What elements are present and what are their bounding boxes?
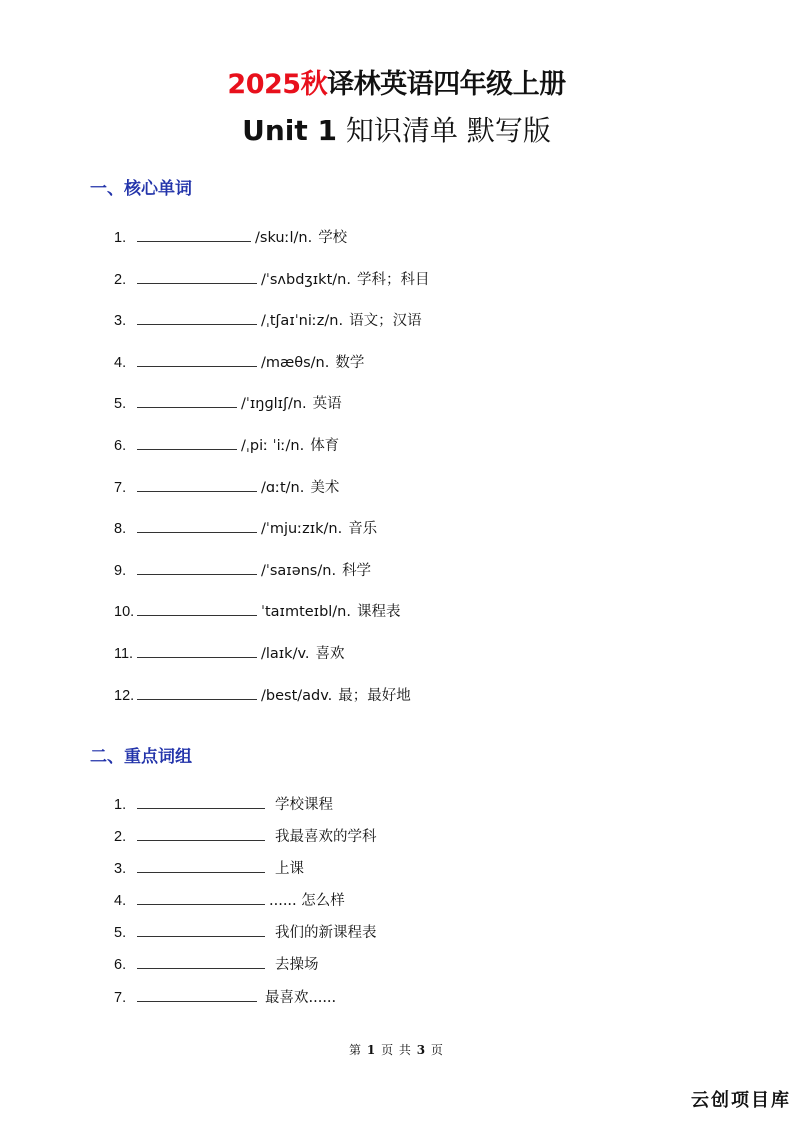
item-number: 5. [114, 925, 127, 942]
answer-blank[interactable] [137, 312, 257, 325]
footer-post: 页 [430, 1043, 444, 1057]
item-number: 6. [114, 437, 127, 454]
answer-blank[interactable] [137, 395, 237, 408]
meaning: 美术 [310, 479, 340, 496]
footer-pre: 第 [349, 1043, 363, 1057]
phrase-meaning: 学校课程 [275, 797, 333, 813]
meaning: 课程表 [356, 604, 401, 621]
phonetic: /mæθs/n. [261, 354, 330, 371]
item-number: 11. [114, 645, 134, 662]
phonetic: /ˈmjuːzɪk/n. [261, 521, 343, 538]
document-subtitle [0, 109, 793, 149]
meaning: 学科；科目 [356, 271, 430, 288]
meaning: 学校 [318, 230, 348, 246]
vocab-item [114, 561, 429, 603]
item-number: 1. [114, 797, 127, 813]
answer-blank[interactable] [137, 229, 251, 242]
answer-blank[interactable] [137, 271, 257, 284]
answer-blank[interactable] [137, 603, 257, 616]
item-number: 8. [114, 521, 127, 538]
answer-blank[interactable] [137, 562, 257, 575]
unit-label: Unit 1 [242, 114, 338, 147]
page-number: 1 [366, 1043, 377, 1057]
item-number: 12. [114, 687, 135, 704]
title-grade-book: 译林英语四年级上册 [327, 69, 566, 100]
phonetic: /ˌpiː ˈiː/n. [241, 437, 305, 454]
footer-mid: 页 共 [381, 1043, 412, 1057]
item-number: 10. [114, 604, 135, 621]
item-number: 7. [114, 479, 127, 496]
meaning: 科学 [342, 562, 372, 579]
answer-blank[interactable] [137, 924, 265, 937]
vocab-item [114, 644, 429, 686]
item-number: 4. [114, 354, 127, 371]
meaning: 喜欢 [315, 645, 345, 662]
vocab-item [114, 686, 429, 728]
vocab-list [114, 228, 429, 727]
phrase-item [114, 859, 377, 891]
phonetic: /ˌtʃaɪˈniːz/n. [261, 313, 344, 330]
answer-blank[interactable] [137, 437, 237, 450]
item-number: 9. [114, 562, 127, 579]
subtitle-text: 知识清单 默写版 [337, 114, 551, 147]
answer-blank[interactable] [137, 796, 265, 809]
vocab-item [114, 228, 429, 270]
item-number: 3. [114, 313, 127, 330]
item-number: 2. [114, 829, 127, 846]
phonetic: ˈtaɪmteɪbl/n. [261, 604, 351, 621]
answer-blank[interactable] [137, 687, 257, 700]
item-number: 4. [114, 893, 127, 910]
phonetic: /ɑːt/n. [261, 479, 305, 496]
phonetic: /ˈsʌbdʒɪkt/n. [261, 271, 351, 288]
document-title [0, 62, 793, 101]
phrase-item [114, 923, 377, 955]
answer-blank[interactable] [137, 828, 265, 841]
vocab-item [114, 602, 429, 644]
phrase-meaning: 去操场 [275, 957, 319, 974]
item-number: 6. [114, 957, 127, 974]
phonetic: /ˈsaɪəns/n. [261, 562, 337, 579]
vocab-item [114, 353, 429, 395]
phrase-item [114, 827, 377, 859]
meaning: 英语 [312, 396, 342, 413]
item-number: 7. [114, 989, 127, 1006]
phrase-list [114, 795, 377, 1020]
phrase-item [114, 955, 377, 987]
meaning: 最；最好地 [338, 687, 411, 704]
item-number: 5. [114, 396, 127, 413]
vocab-item [114, 394, 429, 436]
answer-blank[interactable] [137, 479, 257, 492]
meaning: 体育 [310, 437, 340, 454]
answer-blank[interactable] [137, 354, 257, 367]
answer-blank[interactable] [137, 645, 257, 658]
answer-blank[interactable] [137, 860, 265, 873]
meaning: 数学 [335, 354, 365, 371]
page-footer [0, 1041, 793, 1058]
watermark: 云创项目库 [691, 1090, 791, 1111]
title-year-season: 2025秋 [227, 69, 328, 100]
meaning: 音乐 [348, 521, 378, 538]
answer-blank[interactable] [137, 989, 257, 1002]
answer-blank[interactable] [137, 956, 265, 969]
vocab-item [114, 519, 429, 561]
phrase-section-heading: 二、重点词组 [90, 747, 192, 767]
phrase-meaning: ...... 怎么样 [269, 893, 345, 910]
phrase-item [114, 988, 377, 1020]
phrase-meaning: 我最喜欢的学科 [275, 829, 377, 846]
item-number: 1. [114, 230, 127, 246]
phrase-item [114, 795, 377, 827]
item-number: 3. [114, 861, 127, 878]
phrase-meaning: 最喜欢...... [265, 989, 337, 1006]
meaning: 语文；汉语 [349, 313, 422, 330]
vocab-item [114, 436, 429, 478]
vocab-item [114, 478, 429, 520]
vocab-section-heading: 一、核心单词 [90, 179, 192, 199]
vocab-item [114, 311, 429, 353]
phrase-meaning: 上课 [275, 861, 304, 878]
total-pages: 3 [416, 1043, 427, 1057]
answer-blank[interactable] [137, 520, 257, 533]
phrase-meaning: 我们的新课程表 [275, 925, 377, 942]
phonetic: /laɪk/v. [261, 645, 310, 662]
vocab-item [114, 270, 429, 312]
answer-blank[interactable] [137, 892, 265, 905]
phrase-item [114, 891, 377, 923]
phonetic: /best/adv. [261, 687, 333, 704]
phonetic: /skuːl/n. [255, 230, 313, 246]
phonetic: /ˈɪŋɡlɪʃ/n. [241, 396, 307, 413]
item-number: 2. [114, 271, 127, 288]
